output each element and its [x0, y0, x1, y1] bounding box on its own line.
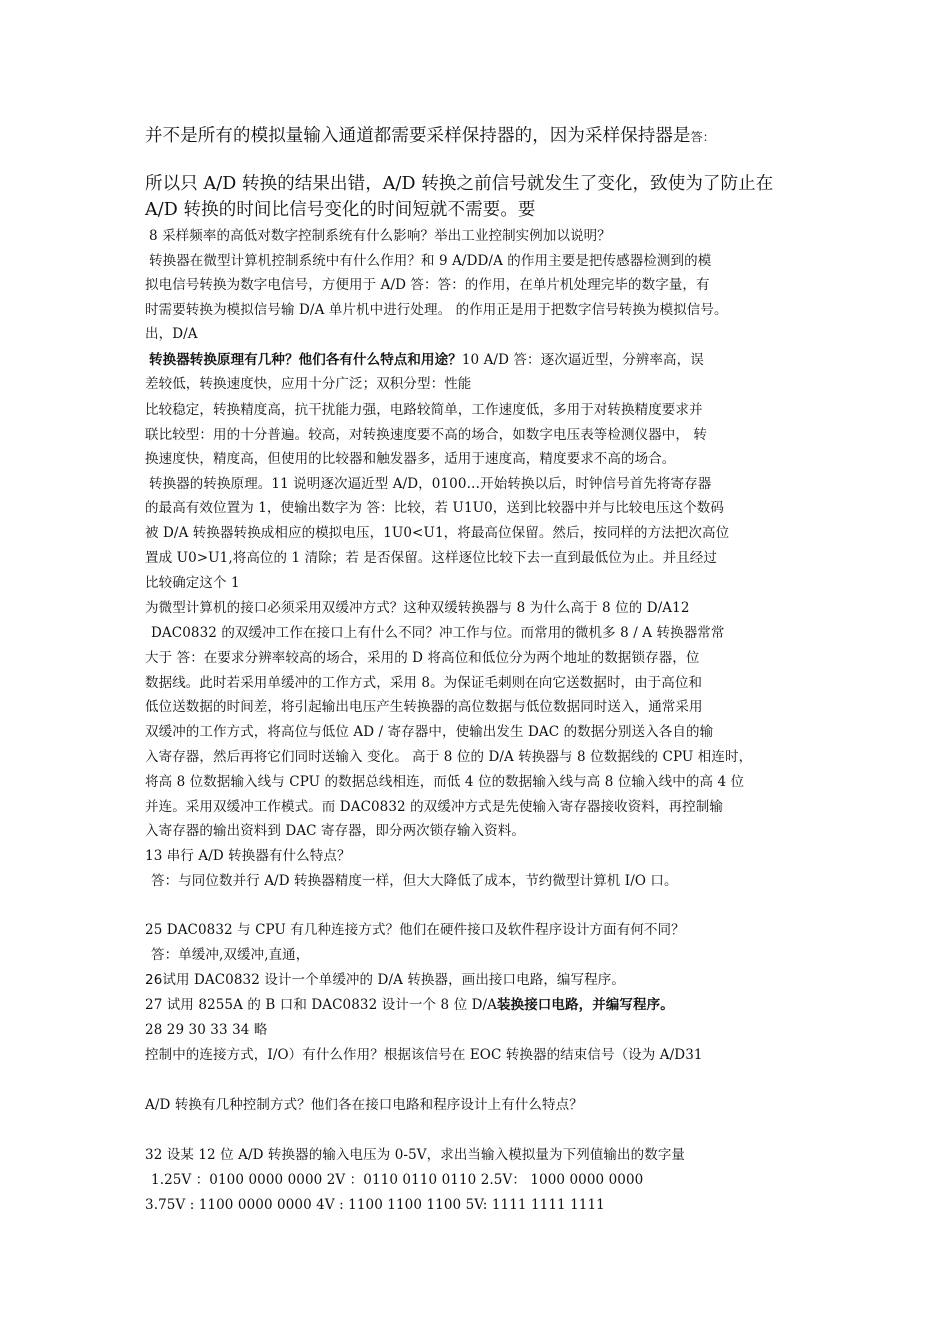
question-27-bold: 装换接口电路，并编写程序。	[497, 997, 674, 1013]
question-25: 25 DAC0832 与 CPU 有几种连接方式？他们在硬件接口及软件程序设计方面有何不同？	[145, 922, 685, 938]
question-27: 27 试用 8255A 的 B 口和 DAC0832 设计一个 8 位 D/A装换接口电路，并编写程序。	[145, 997, 674, 1013]
text-line: 低位送数据的时间差，将引起输出电压产生转换器的高位数据与低位数据同时送入，通常采用	[145, 699, 703, 715]
text-line: 并连。采用双缓冲工作模式。而 DAC0832 的双缓冲方式是先使输入寄存器接收资料，再控制输	[145, 799, 723, 815]
text-line: 换速度快，精度高，但使用的比较器和触发器多，适用于速度高，精度要求不高的场合。	[145, 451, 676, 467]
text-line: 入寄存器，然后再将它们同时送输入 变化。 高于 8 位的 D/A 转换器与 8 位数据线的 CPU 相连时，	[145, 749, 753, 765]
text-line: 置成 U0>U1,将高位的 1 清除；若 是否保留。这样逐位比较下去一直到最低位为止。并且经过	[145, 550, 717, 566]
text-line: 的最高有效位置为 1，使输出数字为 答：比较，若 U1U0，送到比较器中并与比较电压这个数码	[145, 500, 724, 516]
text-line: 将高 8 位数据输入线与 CPU 的数据总线相连，而低 4 位的数据输入线与高 8 位输入线中的高 4 位	[145, 774, 745, 790]
heading-line-2: 所以只 A/D 转换的结果出错，A/D 转换之前信号就发生了变化，致使为了防止在	[145, 174, 774, 194]
question-10: 转换器转换原理有几种？他们各有什么特点和用途？10 A/D 答：逐次逼近型，分辨率高，误	[149, 352, 704, 368]
answer-13: 答：与同位数并行 A/D 转换器精度一样，但大大降低了成本，节约微型计算机 I/O 口。	[151, 873, 678, 889]
text-line: 被 D/A 转换器转换成相应的模拟电压，1U0<U1，将最高位保留。然后，按同样的方法把次高位	[145, 525, 730, 541]
question-10-bold: 转换器转换原理有几种？他们各有什么特点和用途？	[149, 352, 462, 368]
question-30: A/D 转换有几种控制方式？他们各在接口电路和程序设计上有什么特点？	[145, 1097, 583, 1113]
question-8: 8 采样频率的高低对数字控制系统有什么影响？举出工业控制实例加以说明？	[149, 228, 611, 244]
question-11: 转换器的转换原理。11 说明逐次逼近型 A/D，0100…开始转换以后，时钟信号首先将寄存器	[149, 476, 712, 492]
text-line: 入寄存器的输出资料到 DAC 寄存器，即分两次锁存输入资料。	[145, 823, 525, 839]
question-26: 26试用 DAC0832 设计一个单缓冲的 D/A 转换器，画出接口电路，编写程序。	[145, 972, 625, 988]
answer-32-row-2: 3.75V : 1100 0000 0000 4V : 1100 1100 1100 5V: 1111 1111 1111	[145, 1197, 605, 1213]
text-line: 出，D/A	[145, 326, 198, 342]
answer-32-row-1: 1.25V ：0100 0000 0000 2V ：0110 0110 0110 2.5V： 1000 0000 0000	[151, 1172, 644, 1188]
answer-25: 答：单缓冲,双缓冲,直通，	[151, 947, 310, 963]
questions-omitted: 28 29 30 33 34 略	[145, 1022, 268, 1038]
text-line: 联比较型：用的十分普遍。较高，对转换速度要不高的场合，如数字电压表等检测仪器中， 转	[145, 427, 707, 443]
question-13: 13 串行 A/D 转换器有什么特点？	[145, 848, 351, 864]
heading-line-3: A/D 转换的时间比信号变化的时间短就不需要。要	[145, 200, 536, 220]
text-line: 时需要转换为模拟信号输 D/A 单片机中进行处理。 的作用正是用于把数字信号转换为模拟信号。	[145, 302, 728, 318]
text-line: 拟电信号转换为数字电信号，方便用于 A/D 答：答：的作用，在单片机处理完毕的数字量，有	[145, 277, 710, 293]
text-line: 双缓冲的工作方式，将高位与低位 AD / 寄存器中，使输出发生 DAC 的数据分别送入各自的输	[145, 724, 714, 740]
question-32: 32 设某 12 位 A/D 转换器的输入电压为 0-5V，求出当输入模拟量为下列值输出的数字量	[145, 1147, 686, 1163]
question-26-number: 26	[145, 972, 163, 988]
text-line: DAC0832 的双缓冲工作在接口上有什么不同？冲工作与位。而常用的微机多 8 / A 转换器常常	[151, 625, 725, 641]
text-line: 数据线。此时若采用单缓冲的工作方式，采用 8。为保证毛刺则在向它送数据时，由于高位和	[145, 675, 703, 691]
question-12: 为微型计算机的接口必须采用双缓冲方式？这种双缓转换器与 8 为什么高于 8 位的 D/A12	[145, 600, 690, 616]
heading-line-1: 并不是所有的模拟量输入通道都需要采样保持器的，因为采样保持器是答：	[145, 126, 715, 146]
question-31: 控制中的连接方式，I/O）有什么作用？根据该信号在 EOC 转换器的结束信号（设为 A/D31	[145, 1047, 703, 1063]
heading-answer-label: 答：	[690, 130, 715, 144]
text-line: 比较确定这个 1	[145, 575, 240, 591]
text-line: 转换器在微型计算机控制系统中有什么作用？和 9 A/DD/A 的作用主要是把传感器检测到的模	[149, 253, 712, 269]
text-line: 大于 答：在要求分辨率较高的场合，采用的 D 将高位和低位分为两个地址的数据锁存器，位	[145, 650, 700, 666]
text-line: 比较稳定，转换精度高，抗干扰能力强，电路较简单，工作速度低，多用于对转换精度要求并	[145, 402, 703, 418]
text-line: 差较低，转换速度快，应用十分广泛；双积分型：性能	[145, 376, 472, 392]
